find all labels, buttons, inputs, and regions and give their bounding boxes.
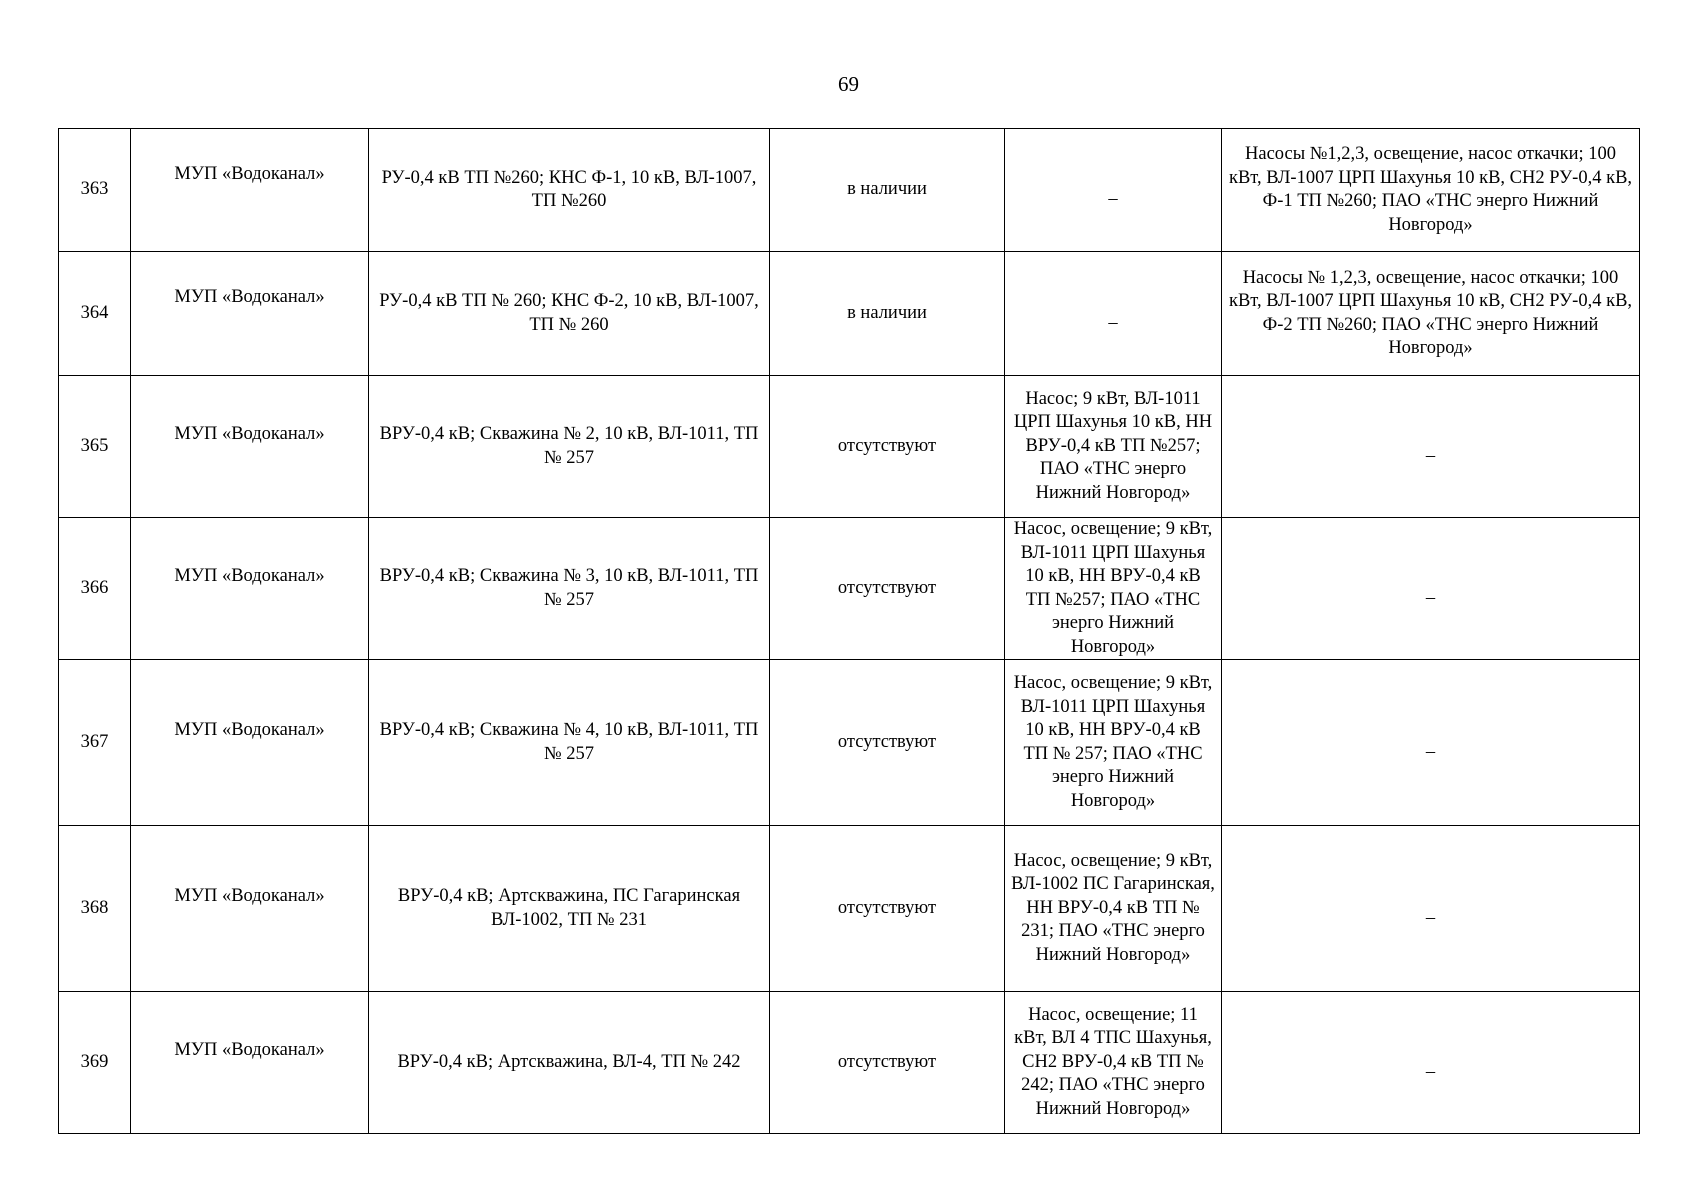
load-description-cell: – bbox=[1222, 826, 1640, 992]
equipment-cell: Насос, освещение; 11 кВт, ВЛ 4 ТПС Шахунья, СН2 ВРУ-0,4 кВ ТП № 242; ПАО «ТНС энерго Нижний Новгород» bbox=[1005, 992, 1222, 1134]
row-number: 368 bbox=[59, 826, 131, 992]
connection-point-cell: ВРУ-0,4 кВ; Скважина № 4, 10 кВ, ВЛ-1011, ТП № 257 bbox=[369, 660, 770, 826]
load-description-cell: – bbox=[1222, 518, 1640, 660]
table-row bbox=[59, 252, 1640, 376]
status-cell: отсутствуют bbox=[770, 660, 1005, 826]
page-number: 69 bbox=[838, 72, 859, 96]
connection-point-cell: РУ-0,4 кВ ТП № 260; КНС Ф-2, 10 кВ, ВЛ-1007, ТП № 260 bbox=[369, 252, 770, 376]
connection-point-cell: РУ-0,4 кВ ТП №260; КНС Ф-1, 10 кВ, ВЛ-1007, ТП №260 bbox=[369, 129, 770, 252]
equipment-cell: – bbox=[1005, 129, 1222, 252]
load-description-cell: – bbox=[1222, 992, 1640, 1134]
table-row bbox=[59, 129, 1640, 252]
load-description-cell: Насосы №1,2,3, освещение, насос откачки; 100 кВт, ВЛ-1007 ЦРП Шахунья 10 кВ, СН2 РУ-0,4 кВ, Ф-1 ТП №260; ПАО «ТНС энерго Нижний Новгород» bbox=[1222, 129, 1640, 252]
status-cell: отсутствуют bbox=[770, 518, 1005, 660]
row-number: 364 bbox=[59, 252, 131, 376]
row-number: 369 bbox=[59, 992, 131, 1134]
load-description-cell: – bbox=[1222, 660, 1640, 826]
equipment-cell: Насос, освещение; 9 кВт, ВЛ-1011 ЦРП Шахунья 10 кВ, НН ВРУ-0,4 кВ ТП №257; ПАО «ТНС энерго Нижний Новгород» bbox=[1005, 518, 1222, 660]
load-description-cell: Насосы № 1,2,3, освещение, насос откачки; 100 кВт, ВЛ-1007 ЦРП Шахунья 10 кВ, СН2 РУ-0,4 кВ, Ф-2 ТП №260; ПАО «ТНС энерго Нижний Новгород» bbox=[1222, 252, 1640, 376]
table-row bbox=[59, 518, 1640, 660]
status-cell: отсутствуют bbox=[770, 376, 1005, 518]
row-number: 365 bbox=[59, 376, 131, 518]
row-number: 363 bbox=[59, 129, 131, 252]
equipment-cell: Насос, освещение; 9 кВт, ВЛ-1011 ЦРП Шахунья 10 кВ, НН ВРУ-0,4 кВ ТП № 257; ПАО «ТНС энерго Нижний Новгород» bbox=[1005, 660, 1222, 826]
data-table bbox=[58, 128, 1640, 1134]
connection-point-cell: ВРУ-0,4 кВ; Скважина № 2, 10 кВ, ВЛ-1011, ТП № 257 bbox=[369, 376, 770, 518]
table-row bbox=[59, 992, 1640, 1134]
status-cell: отсутствуют bbox=[770, 992, 1005, 1134]
equipment-cell: Насос, освещение; 9 кВт, ВЛ-1002 ПС Гагаринская, НН ВРУ-0,4 кВ ТП № 231; ПАО «ТНС энерго Нижний Новгород» bbox=[1005, 826, 1222, 992]
equipment-cell: Насос; 9 кВт, ВЛ-1011 ЦРП Шахунья 10 кВ, НН ВРУ-0,4 кВ ТП №257; ПАО «ТНС энерго Нижний Новгород» bbox=[1005, 376, 1222, 518]
status-cell: в наличии bbox=[770, 252, 1005, 376]
table-row bbox=[59, 660, 1640, 826]
connection-point-cell: ВРУ-0,4 кВ; Артскважина, ВЛ-4, ТП № 242 bbox=[369, 992, 770, 1134]
organization-cell: МУП «Водоканал» bbox=[131, 826, 369, 992]
table-row bbox=[59, 376, 1640, 518]
organization-cell: МУП «Водоканал» bbox=[131, 992, 369, 1134]
row-number: 366 bbox=[59, 518, 131, 660]
status-cell: отсутствуют bbox=[770, 826, 1005, 992]
load-description-cell: – bbox=[1222, 376, 1640, 518]
organization-cell: МУП «Водоканал» bbox=[131, 129, 369, 252]
row-number: 367 bbox=[59, 660, 131, 826]
organization-cell: МУП «Водоканал» bbox=[131, 518, 369, 660]
organization-cell: МУП «Водоканал» bbox=[131, 376, 369, 518]
status-cell: в наличии bbox=[770, 129, 1005, 252]
table-row bbox=[59, 826, 1640, 992]
organization-cell: МУП «Водоканал» bbox=[131, 252, 369, 376]
organization-cell: МУП «Водоканал» bbox=[131, 660, 369, 826]
equipment-cell: – bbox=[1005, 252, 1222, 376]
connection-point-cell: ВРУ-0,4 кВ; Артскважина, ПС Гагаринская ВЛ-1002, ТП № 231 bbox=[369, 826, 770, 992]
connection-point-cell: ВРУ-0,4 кВ; Скважина № 3, 10 кВ, ВЛ-1011, ТП № 257 bbox=[369, 518, 770, 660]
